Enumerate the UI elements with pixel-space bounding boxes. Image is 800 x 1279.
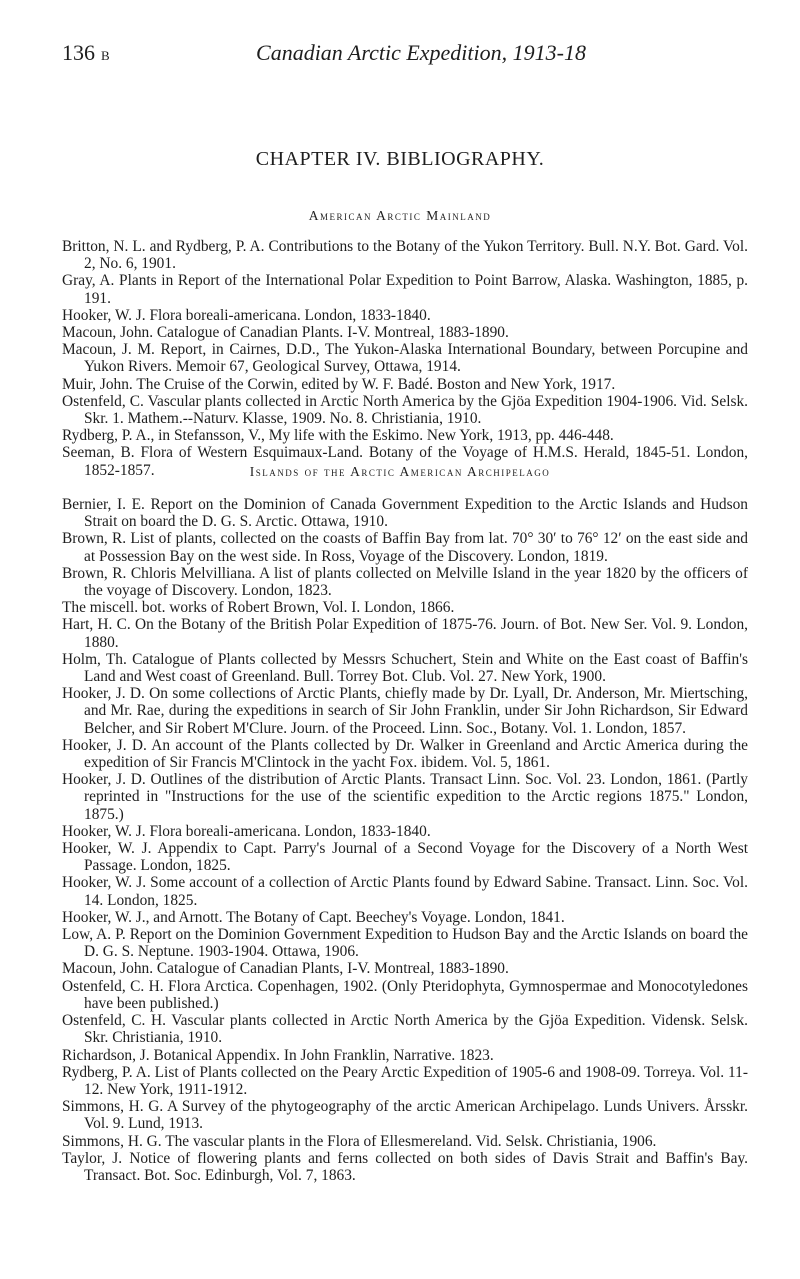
- bibliography-list-archipelago: [62, 496, 748, 1184]
- bibliography-entry: Hooker, J. D. An account of the Plants collected by Dr. Walker in Greenland and Arctic America during the expedition of Sir Francis M'Clintock in the yacht Fox. ibidem. Vol. 5, 1861.: [62, 736, 748, 772]
- bibliography-entry: Hooker, W. J., and Arnott. The Botany of Capt. Beechey's Voyage. London, 1841.: [62, 908, 565, 926]
- bibliography-entry: Hooker, W. J. Appendix to Capt. Parry's Journal of a Second Voyage for the Discovery of a North West Passage. London, 1825.: [62, 840, 748, 875]
- bibliography-entry: Low, A. P. Report on the Dominion Government Expedition to Hudson Bay and the Arctic Islands on board the D. G. S. Neptune. 1903-1904. Ottawa, 1906.: [62, 926, 748, 961]
- bibliography-entry: Simmons, H. G. A Survey of the phytogeography of the arctic American Archipelago. Lunds Univers. Årsskr. Vol. 9. Lund, 1913.: [62, 1098, 748, 1133]
- bibliography-entry: The miscell. bot. works of Robert Brown, Vol. I. London, 1866.: [62, 599, 455, 617]
- running-title: Canadian Arctic Expedition, 1913-18: [256, 40, 586, 65]
- page-number-suffix: B: [101, 48, 111, 63]
- bibliography-entry: Taylor, J. Notice of flowering plants and ferns collected on both sides of Davis Strait and Baffin's Bay. Transact. Bot. Soc. Edinburgh, Vol. 7, 1863.: [62, 1149, 748, 1184]
- bibliography-entry: Britton, N. L. and Rydberg, P. A. Contributions to the Botany of the Yukon Territory. Bull. N.Y. Bot. Gard. Vol. 2, No. 6, 1901.: [62, 238, 748, 273]
- bibliography-entry: Holm, Th. Catalogue of Plants collected by Messrs Schuchert, Stein and White on the East coast of Baffin's Land and West coast of Greenland. Bull. Torrey Bot. Club. Vol. 27. New York, 1900.: [62, 650, 748, 686]
- bibliography-entry: Rydberg, P. A. List of Plants collected on the Peary Arctic Expedition of 1905-6 and 1908-09. Torreya. Vol. 11-12. New York, 1911-1912.: [62, 1063, 748, 1098]
- bibliography-entry: Ostenfeld, C. H. Flora Arctica. Copenhagen, 1902. (Only Pteridophyta, Gymnospermae and Monocotyledones have been published.): [62, 977, 748, 1012]
- bibliography-entry: Gray, A. Plants in Report of the International Polar Expedition to Point Barrow, Alaska. Washington, 1885, p. 191.: [62, 272, 748, 307]
- bibliography-entry: Macoun, John. Catalogue of Canadian Plants, I-V. Montreal, 1883-1890.: [62, 960, 509, 978]
- section-heading-mainland: American Arctic Mainland: [308, 208, 492, 223]
- bibliography-entry: Brown, R. Chloris Melvilliana. A list of plants collected on Melville Island in the year 1820 by the officers of the voyage of Discovery. London, 1823.: [62, 564, 748, 600]
- bibliography-entry: Brown, R. List of plants, collected on the coasts of Baffin Bay from lat. 70° 30′ to 76° 12′ on the east side and at Possession Bay on the west side. In Ross, Voyage of the Discovery. London, 1819.: [62, 530, 748, 565]
- running-head: [62, 40, 740, 70]
- bibliography-entry: Hooker, W. J. Some account of a collection of Arctic Plants found by Edward Sabine. Transact. Linn. Soc. Vol. 14. London, 1825.: [62, 874, 748, 909]
- bibliography-entry: Hooker, W. J. Flora boreali-americana. London, 1833-1840.: [62, 306, 431, 324]
- bibliography-entry: Hooker, W. J. Flora boreali-americana. London, 1833-1840.: [62, 822, 431, 840]
- bibliography-entry: Ostenfeld, C. Vascular plants collected in Arctic North America by the Gjöa Expedition 1904-1906. Vid. Selsk. Skr. 1. Mathem.--Naturv. Klasse, 1909. No. 8. Christiania, 1910.: [62, 392, 748, 428]
- bibliography-entry: Macoun, John. Catalogue of Canadian Plants. I-V. Montreal, 1883-1890.: [62, 324, 509, 342]
- section-heading-archipelago: Islands of the Arctic American Archipelago: [249, 464, 551, 479]
- bibliography-list-mainland: [62, 238, 748, 479]
- bibliography-entry: Seeman, B. Flora of Western Esquimaux-Land. Botany of the Voyage of H.M.S. Herald, 1845-51. London, 1852-1857.: [62, 444, 748, 479]
- bibliography-entry: Muir, John. The Cruise of the Corwin, edited by W. F. Badé. Boston and New York, 1917.: [62, 375, 616, 393]
- bibliography-entry: Macoun, J. M. Report, in Cairnes, D.D., The Yukon-Alaska International Boundary, between Porcupine and Yukon Rivers. Memoir 67, Geological Survey, Ottawa, 1914.: [62, 341, 748, 376]
- bibliography-entry: Rydberg, P. A., in Stefansson, V., My life with the Eskimo. New York, 1913, pp. 446-448.: [62, 427, 614, 445]
- bibliography-entry: Hart, H. C. On the Botany of the British Polar Expedition of 1875-76. Journ. of Bot. New Ser. Vol. 9. London, 1880.: [62, 616, 748, 651]
- bibliography-entry: Simmons, H. G. The vascular plants in the Flora of Ellesmereland. Vid. Selsk. Christiania, 1906.: [62, 1132, 657, 1150]
- bibliography-entry: Ostenfeld, C. H. Vascular plants collected in Arctic North America by the Gjöa Expedition. Vidensk. Selsk. Skr. Christiania, 1910.: [62, 1012, 748, 1047]
- bibliography-entry: Hooker, J. D. On some collections of Arctic Plants, chiefly made by Dr. Lyall, Dr. Anderson, Mr. Miertsching, and Mr. Rae, during the expeditions in search of Sir John Franklin, under Sir John Richardson, Sir Edward Belcher, and Sir Robert M'Clure. Journ. of the Proceed. Linn. Soc., Botany. Vol. 1. London, 1857.: [62, 685, 748, 737]
- bibliography-entry: Hooker, J. D. Outlines of the distribution of Arctic Plants. Transact Linn. Soc. Vol. 23. London, 1861. (Partly reprinted in "Instructions for the use of the scientific expedition to the Arctic regions 1875." London, 1875.): [62, 771, 748, 823]
- bibliography-entry: Richardson, J. Botanical Appendix. In John Franklin, Narrative. 1823.: [62, 1046, 494, 1064]
- page-number: 136 B: [62, 40, 111, 65]
- chapter-title: CHAPTER IV. BIBLIOGRAPHY.: [255, 148, 545, 170]
- bibliography-entry: Bernier, I. E. Report on the Dominion of Canada Government Expedition to the Arctic Islands and Hudson Strait on board the D. G. S. Arctic. Ottawa, 1910.: [62, 496, 748, 531]
